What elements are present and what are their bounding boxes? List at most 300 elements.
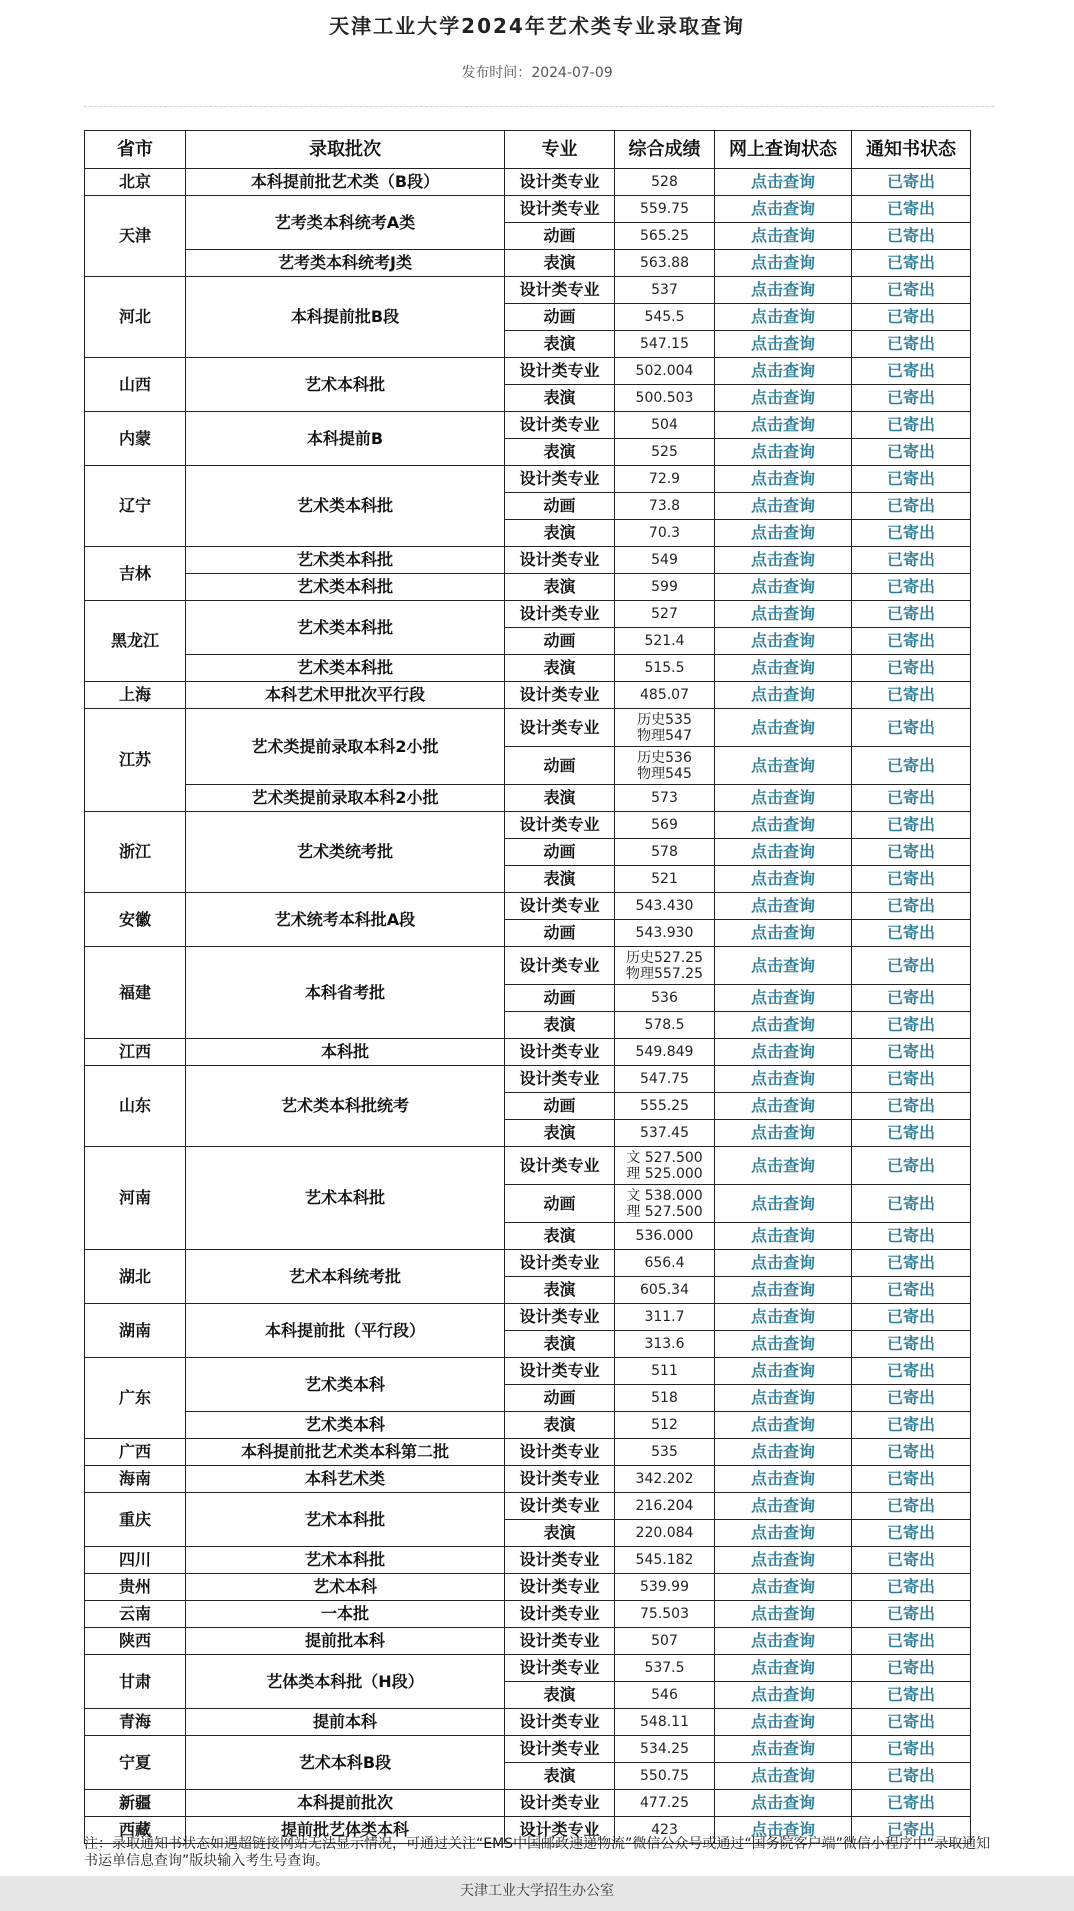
query-link[interactable]: 点击查询	[715, 1466, 852, 1493]
major-cell: 设计类专业	[505, 1147, 615, 1185]
major-cell: 设计类专业	[505, 1574, 615, 1601]
batch-cell: 艺术类本科批	[186, 547, 505, 574]
letter-status: 已寄出	[852, 1147, 971, 1185]
batch-cell: 本科提前批B段	[186, 277, 505, 358]
letter-status: 已寄出	[852, 839, 971, 866]
major-cell: 表演	[505, 785, 615, 812]
score-value: 578.5	[644, 1017, 685, 1033]
letter-status: 已寄出	[852, 466, 971, 493]
letter-status: 已寄出	[852, 493, 971, 520]
letter-status: 已寄出	[852, 655, 971, 682]
table-row	[85, 682, 971, 709]
province-cell: 海南	[85, 1466, 186, 1493]
province-cell: 江苏	[85, 709, 186, 812]
query-link[interactable]: 点击查询	[715, 1817, 852, 1844]
province-cell: 广西	[85, 1439, 186, 1466]
major-cell: 设计类专业	[505, 1817, 615, 1844]
letter-status: 已寄出	[852, 1763, 971, 1790]
table-row	[85, 1547, 971, 1574]
batch-cell: 艺术类本科批	[186, 655, 505, 682]
major-cell: 表演	[505, 1120, 615, 1147]
query-link[interactable]: 点击查询	[715, 920, 852, 947]
batch-cell: 本科提前批（平行段）	[186, 1304, 505, 1358]
query-link[interactable]: 点击查询	[715, 412, 852, 439]
query-link[interactable]: 点击查询	[715, 601, 852, 628]
query-link[interactable]: 点击查询	[715, 1682, 852, 1709]
query-link[interactable]: 点击查询	[715, 331, 852, 358]
major-cell: 设计类专业	[505, 682, 615, 709]
score-value: 548.11	[640, 1714, 689, 1730]
query-link[interactable]: 点击查询	[715, 1277, 852, 1304]
major-cell: 表演	[505, 1682, 615, 1709]
header-major: 专业	[505, 131, 615, 169]
major-cell: 设计类专业	[505, 709, 615, 747]
letter-status: 已寄出	[852, 785, 971, 812]
score-cell	[615, 1466, 715, 1493]
letter-status: 已寄出	[852, 709, 971, 747]
province-cell: 陕西	[85, 1628, 186, 1655]
score-value: 文 527.500	[626, 1149, 703, 1166]
major-cell: 动画	[505, 223, 615, 250]
table-row	[85, 1790, 971, 1817]
letter-status: 已寄出	[852, 1331, 971, 1358]
table-row	[85, 947, 971, 985]
query-link[interactable]: 点击查询	[715, 493, 852, 520]
score-cell	[615, 1412, 715, 1439]
publish-date-value: 2024-07-09	[531, 65, 613, 81]
query-link[interactable]: 点击查询	[715, 1709, 852, 1736]
letter-status: 已寄出	[852, 682, 971, 709]
query-link[interactable]: 点击查询	[715, 358, 852, 385]
major-cell: 设计类专业	[505, 1250, 615, 1277]
score-value: 543.430	[635, 898, 694, 914]
table-row	[85, 547, 971, 574]
score-value: 605.34	[640, 1282, 689, 1298]
major-cell: 动画	[505, 839, 615, 866]
footnote: 注：录取通知书状态如遇超链接网站无法显示情况，可通过关注“EMS中国邮政速递物流”微信公众号或通过“国务院客户端”微信小程序中“录取通知书运单信息查询”版块输入考生号查询。	[84, 1836, 991, 1869]
batch-cell: 本科艺术类	[186, 1466, 505, 1493]
major-cell: 表演	[505, 866, 615, 893]
score-value: 546	[651, 1687, 678, 1703]
score-cell	[615, 250, 715, 277]
major-cell: 设计类专业	[505, 601, 615, 628]
major-cell: 表演	[505, 1012, 615, 1039]
query-link[interactable]: 点击查询	[715, 1493, 852, 1520]
query-link[interactable]: 点击查询	[715, 812, 852, 839]
score-cell	[615, 196, 715, 223]
table-row	[85, 1574, 971, 1601]
score-cell	[615, 1147, 715, 1185]
table-row	[85, 709, 971, 747]
score-value: 历史527.25	[626, 949, 703, 966]
major-cell: 设计类专业	[505, 1655, 615, 1682]
score-value: 507	[651, 1633, 678, 1649]
major-cell: 设计类专业	[505, 547, 615, 574]
score-value: 555.25	[640, 1098, 689, 1114]
major-cell: 设计类专业	[505, 1601, 615, 1628]
score-cell	[615, 412, 715, 439]
query-link[interactable]: 点击查询	[715, 547, 852, 574]
letter-status: 已寄出	[852, 1493, 971, 1520]
query-link[interactable]: 点击查询	[715, 1185, 852, 1223]
batch-cell: 艺术本科批	[186, 1547, 505, 1574]
header-batch: 录取批次	[186, 131, 505, 169]
score-value: 537.45	[640, 1125, 689, 1141]
score-cell	[615, 747, 715, 785]
query-link[interactable]: 点击查询	[715, 1520, 852, 1547]
batch-cell: 艺术本科批	[186, 358, 505, 412]
query-link[interactable]: 点击查询	[715, 785, 852, 812]
major-cell: 设计类专业	[505, 1466, 615, 1493]
major-cell: 表演	[505, 1763, 615, 1790]
batch-cell: 一本批	[186, 1601, 505, 1628]
letter-status: 已寄出	[852, 574, 971, 601]
page-title: 天津工业大学2024年艺术类专业录取查询	[329, 14, 745, 38]
score-value: 525	[651, 444, 678, 460]
score-value: 521	[651, 871, 678, 887]
batch-cell: 艺术类本科	[186, 1412, 505, 1439]
letter-status: 已寄出	[852, 1682, 971, 1709]
score-cell	[615, 866, 715, 893]
major-cell: 设计类专业	[505, 412, 615, 439]
score-cell	[615, 439, 715, 466]
query-link[interactable]: 点击查询	[715, 250, 852, 277]
major-cell: 动画	[505, 985, 615, 1012]
table-row	[85, 1039, 971, 1066]
letter-status: 已寄出	[852, 1601, 971, 1628]
score-value: 历史536	[637, 749, 692, 766]
score-value: 573	[651, 790, 678, 806]
province-cell: 黑龙江	[85, 601, 186, 682]
table-row	[85, 1358, 971, 1385]
table-row	[85, 893, 971, 920]
query-link[interactable]: 点击查询	[715, 1147, 852, 1185]
major-cell: 设计类专业	[505, 1039, 615, 1066]
province-cell: 天津	[85, 196, 186, 277]
batch-cell: 艺体类本科批（H段）	[186, 1655, 505, 1709]
query-link[interactable]: 点击查询	[715, 682, 852, 709]
letter-status: 已寄出	[852, 1628, 971, 1655]
letter-status: 已寄出	[852, 893, 971, 920]
score-cell	[615, 1012, 715, 1039]
batch-cell: 提前本科	[186, 1709, 505, 1736]
score-cell	[615, 493, 715, 520]
batch-cell: 艺术类本科批	[186, 601, 505, 655]
batch-cell: 艺术类提前录取本科2小批	[186, 709, 505, 785]
score-value: 423	[651, 1822, 678, 1838]
query-link[interactable]: 点击查询	[715, 866, 852, 893]
major-cell: 表演	[505, 1277, 615, 1304]
letter-status: 已寄出	[852, 1547, 971, 1574]
table-row	[85, 1628, 971, 1655]
query-link[interactable]: 点击查询	[715, 1790, 852, 1817]
score-cell	[615, 709, 715, 747]
score-value: 550.75	[640, 1768, 689, 1784]
divider	[84, 106, 994, 107]
score-cell	[615, 574, 715, 601]
query-link[interactable]: 点击查询	[715, 1601, 852, 1628]
major-cell: 表演	[505, 385, 615, 412]
score-cell	[615, 601, 715, 628]
query-link[interactable]: 点击查询	[715, 1120, 852, 1147]
query-link[interactable]: 点击查询	[715, 196, 852, 223]
query-link[interactable]: 点击查询	[715, 1066, 852, 1093]
query-link[interactable]: 点击查询	[715, 628, 852, 655]
query-link[interactable]: 点击查询	[715, 1412, 852, 1439]
letter-status: 已寄出	[852, 223, 971, 250]
batch-cell: 艺术类本科批统考	[186, 1066, 505, 1147]
province-cell: 云南	[85, 1601, 186, 1628]
batch-cell: 艺术本科批	[186, 1147, 505, 1250]
score-cell	[615, 1331, 715, 1358]
major-cell: 表演	[505, 1223, 615, 1250]
score-value: 536.000	[635, 1228, 694, 1244]
score-cell	[615, 277, 715, 304]
table-row	[85, 785, 971, 812]
score-value: 物理545	[637, 765, 692, 782]
query-link[interactable]: 点击查询	[715, 1736, 852, 1763]
major-cell: 设计类专业	[505, 1493, 615, 1520]
table-row	[85, 358, 971, 385]
query-link[interactable]: 点击查询	[715, 1385, 852, 1412]
letter-status: 已寄出	[852, 169, 971, 196]
score-value: 537.5	[644, 1660, 685, 1676]
query-link[interactable]: 点击查询	[715, 223, 852, 250]
major-cell: 动画	[505, 747, 615, 785]
batch-cell: 本科提前批艺术类本科第二批	[186, 1439, 505, 1466]
letter-status: 已寄出	[852, 985, 971, 1012]
score-value: 511	[651, 1363, 678, 1379]
letter-status: 已寄出	[852, 1223, 971, 1250]
major-cell: 表演	[505, 574, 615, 601]
major-cell: 设计类专业	[505, 196, 615, 223]
score-cell	[615, 1601, 715, 1628]
score-value: 物理557.25	[626, 965, 703, 982]
score-value: 547.15	[640, 336, 689, 352]
query-link[interactable]: 点击查询	[715, 169, 852, 196]
letter-status: 已寄出	[852, 1304, 971, 1331]
batch-cell: 本科提前批艺术类（B段）	[186, 169, 505, 196]
score-value: 477.25	[640, 1795, 689, 1811]
province-cell: 湖南	[85, 1304, 186, 1358]
major-cell: 设计类专业	[505, 1358, 615, 1385]
score-value: 理 527.500	[626, 1203, 703, 1220]
query-link[interactable]: 点击查询	[715, 709, 852, 747]
publish-date	[0, 62, 1074, 82]
score-cell	[615, 1682, 715, 1709]
score-value: 342.202	[635, 1471, 694, 1487]
query-link[interactable]: 点击查询	[715, 1250, 852, 1277]
letter-status: 已寄出	[852, 812, 971, 839]
letter-status: 已寄出	[852, 1574, 971, 1601]
score-cell	[615, 1763, 715, 1790]
score-cell	[615, 1066, 715, 1093]
admission-table	[84, 130, 971, 1844]
table-row	[85, 655, 971, 682]
major-cell: 设计类专业	[505, 169, 615, 196]
score-value: 物理547	[637, 727, 692, 744]
query-link[interactable]: 点击查询	[715, 385, 852, 412]
score-cell	[615, 520, 715, 547]
score-cell	[615, 1304, 715, 1331]
score-value: 500.503	[635, 390, 694, 406]
province-cell: 吉林	[85, 547, 186, 601]
score-value: 311.7	[644, 1309, 685, 1325]
score-value: 656.4	[644, 1255, 685, 1271]
major-cell: 表演	[505, 1331, 615, 1358]
score-value: 73.8	[648, 498, 681, 514]
letter-status: 已寄出	[852, 1039, 971, 1066]
batch-cell: 提前批本科	[186, 1628, 505, 1655]
letter-status: 已寄出	[852, 1655, 971, 1682]
query-link[interactable]: 点击查询	[715, 277, 852, 304]
score-cell	[615, 1039, 715, 1066]
province-cell: 青海	[85, 1709, 186, 1736]
score-cell	[615, 1547, 715, 1574]
letter-status: 已寄出	[852, 1358, 971, 1385]
query-link[interactable]: 点击查询	[715, 839, 852, 866]
query-link[interactable]: 点击查询	[715, 304, 852, 331]
score-value: 565.25	[640, 228, 689, 244]
header-score: 综合成绩	[615, 131, 715, 169]
major-cell: 动画	[505, 304, 615, 331]
score-value: 文 538.000	[626, 1187, 703, 1204]
province-cell: 重庆	[85, 1493, 186, 1547]
score-cell	[615, 1385, 715, 1412]
table-row	[85, 812, 971, 839]
table-row	[85, 601, 971, 628]
batch-cell: 艺考类本科统考J类	[186, 250, 505, 277]
table-row	[85, 574, 971, 601]
letter-status: 已寄出	[852, 947, 971, 985]
table-row	[85, 466, 971, 493]
query-link[interactable]: 点击查询	[715, 1628, 852, 1655]
score-value: 521.4	[644, 633, 685, 649]
letter-status: 已寄出	[852, 1066, 971, 1093]
major-cell: 动画	[505, 920, 615, 947]
letter-status: 已寄出	[852, 439, 971, 466]
province-cell: 河南	[85, 1147, 186, 1250]
province-cell: 河北	[85, 277, 186, 358]
score-value: 578	[651, 844, 678, 860]
query-link[interactable]: 点击查询	[715, 1439, 852, 1466]
batch-cell: 本科批	[186, 1039, 505, 1066]
batch-cell: 艺术类本科批	[186, 574, 505, 601]
query-link[interactable]: 点击查询	[715, 1574, 852, 1601]
score-value: 539.99	[640, 1579, 689, 1595]
query-link[interactable]: 点击查询	[715, 655, 852, 682]
score-cell	[615, 1574, 715, 1601]
query-link[interactable]: 点击查询	[715, 1358, 852, 1385]
letter-status: 已寄出	[852, 412, 971, 439]
batch-cell: 本科提前批次	[186, 1790, 505, 1817]
major-cell: 表演	[505, 439, 615, 466]
score-value: 528	[651, 174, 678, 190]
score-cell	[615, 628, 715, 655]
query-link[interactable]: 点击查询	[715, 1331, 852, 1358]
major-cell: 设计类专业	[505, 466, 615, 493]
query-link[interactable]: 点击查询	[715, 1763, 852, 1790]
query-link[interactable]: 点击查询	[715, 747, 852, 785]
letter-status: 已寄出	[852, 547, 971, 574]
batch-cell: 艺术本科	[186, 1574, 505, 1601]
province-cell: 新疆	[85, 1790, 186, 1817]
letter-status: 已寄出	[852, 1250, 971, 1277]
score-value: 536	[651, 990, 678, 1006]
score-value: 485.07	[640, 687, 689, 703]
letter-status: 已寄出	[852, 520, 971, 547]
score-value: 220.084	[635, 1525, 694, 1541]
score-value: 559.75	[640, 201, 689, 217]
letter-status: 已寄出	[852, 331, 971, 358]
query-link[interactable]: 点击查询	[715, 947, 852, 985]
table-row	[85, 1709, 971, 1736]
score-value: 545.5	[644, 309, 685, 325]
query-link[interactable]: 点击查询	[715, 574, 852, 601]
batch-cell: 提前批艺体类本科	[186, 1817, 505, 1844]
letter-status: 已寄出	[852, 1093, 971, 1120]
province-cell: 内蒙	[85, 412, 186, 466]
letter-status: 已寄出	[852, 1385, 971, 1412]
major-cell: 设计类专业	[505, 358, 615, 385]
footer-office: 天津工业大学招生办公室	[0, 1876, 1074, 1911]
letter-status: 已寄出	[852, 1185, 971, 1223]
query-link[interactable]: 点击查询	[715, 520, 852, 547]
query-link[interactable]: 点击查询	[715, 439, 852, 466]
score-value: 504	[651, 417, 678, 433]
major-cell: 设计类专业	[505, 1547, 615, 1574]
score-value: 537	[651, 282, 678, 298]
letter-status: 已寄出	[852, 250, 971, 277]
letter-status: 已寄出	[852, 1277, 971, 1304]
table-header-row	[85, 131, 971, 169]
query-link[interactable]: 点击查询	[715, 1547, 852, 1574]
query-link[interactable]: 点击查询	[715, 1223, 852, 1250]
score-cell	[615, 1493, 715, 1520]
table-row	[85, 196, 971, 223]
table-row	[85, 1147, 971, 1185]
query-link[interactable]: 点击查询	[715, 985, 852, 1012]
query-link[interactable]: 点击查询	[715, 1039, 852, 1066]
score-value: 543.930	[635, 925, 694, 941]
score-value: 历史535	[637, 711, 692, 728]
score-cell	[615, 947, 715, 985]
query-link[interactable]: 点击查询	[715, 466, 852, 493]
query-link[interactable]: 点击查询	[715, 1655, 852, 1682]
score-value: 569	[651, 817, 678, 833]
table-row	[85, 250, 971, 277]
score-cell	[615, 547, 715, 574]
table-row	[85, 1304, 971, 1331]
letter-status: 已寄出	[852, 358, 971, 385]
letter-status: 已寄出	[852, 866, 971, 893]
letter-status: 已寄出	[852, 1120, 971, 1147]
query-link[interactable]: 点击查询	[715, 893, 852, 920]
province-cell: 北京	[85, 169, 186, 196]
query-link[interactable]: 点击查询	[715, 1093, 852, 1120]
major-cell: 设计类专业	[505, 1439, 615, 1466]
province-cell: 辽宁	[85, 466, 186, 547]
score-cell	[615, 655, 715, 682]
query-link[interactable]: 点击查询	[715, 1012, 852, 1039]
major-cell: 表演	[505, 331, 615, 358]
score-value: 72.9	[648, 471, 681, 487]
score-cell	[615, 466, 715, 493]
letter-status: 已寄出	[852, 601, 971, 628]
score-cell	[615, 1628, 715, 1655]
query-link[interactable]: 点击查询	[715, 1304, 852, 1331]
major-cell: 动画	[505, 1185, 615, 1223]
